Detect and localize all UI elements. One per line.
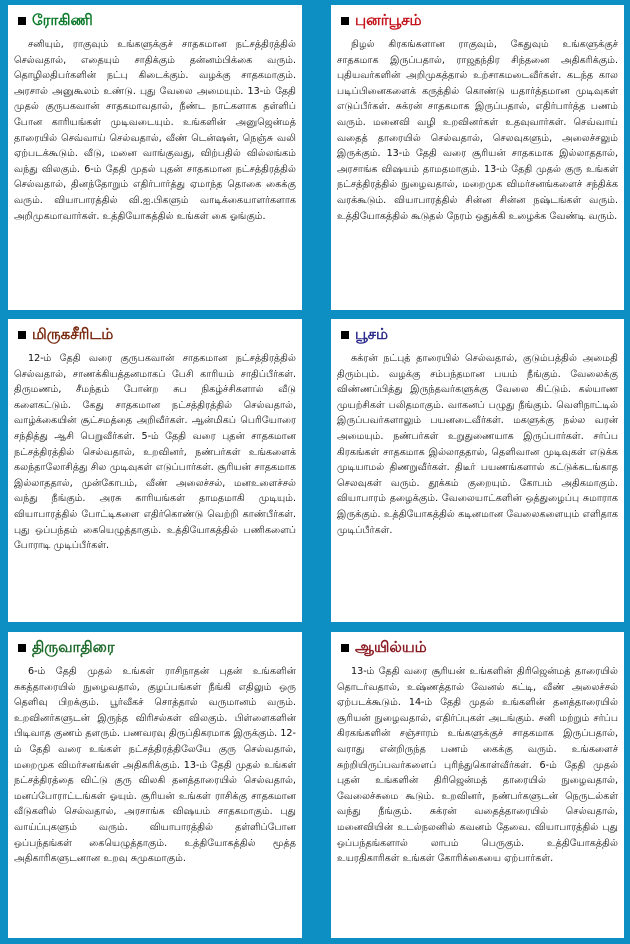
- square-bullet-icon: [341, 17, 349, 25]
- card-heading: ரோகிணி: [32, 11, 93, 29]
- card-heading: ஆயில்யம்: [355, 638, 427, 656]
- card-title: [337, 323, 618, 347]
- card-rohini: [8, 5, 302, 310]
- card-text: 13-ம் தேதி வரை சூரியன் உங்களின் திரிஜென்மத் தாரையில் தொடர்வதால், உஷ்ணத்தால் வேனல் கட்டி, வீண் அலைச்சல் ஏற்படக்கூடும். 14-ம் தேதி முதல் உங்களின் தனத்தாரையில் சூரியன் நுழைவதால், எதிர்ப்புகள் அடங்கும். சனி மற்றும் சர்ப்ப கிரகங்களின் சஞ்சாரம் உங்களுக்குச் சாதகமாக இருப்பதால், வராது என்றிருந்த பணம் கைக்கு வரும். உங்களைச் சுற்றியிருப்பவர்களைப் புரிந்துகொள்வீர்கள். 6-ம் தேதி முதல் புதன் உங்களின் திரிஜென்மத் தாரையில் நுழைவதால், வேலைச்சுமை கூடும். உறவினர், நண்பர்களுடன் நெருடல்கள் வந்து நீங்கும். சுக்ரன் வதைத்தாரையில் செல்வதால், மனைவியின் உடல்நலனில் கவனம் தேவை. வியாபாரத்தில் புது ஒப்பந்தங்களால் லாபம் பெருகும். உத்தியோகத்தில் உயரதிகாரிகள் உங்கள் கோரிக்கையை ஏற்பார்கள்.: [337, 666, 618, 865]
- card-title: [337, 9, 618, 33]
- card-text: 6-ம் தேதி முதல் உங்கள் ராசிநாதன் புதன் உங்களின் சுகத்தாரையில் நுழைவதால், குழப்பங்கள் நீங்கி எதிலும் ஒரு தெளிவு பிறக்கும். பூர்வீகச் சொத்தால் வருமானம் வரும். உறவினர்களுடன் இருந்த விரிசல்கள் விலகும். பிள்ளைகளின் பிடிவாத குணம் தளரும். பணவரவு திருப்திகரமாக இருக்கும். 12-ம் தேதி வரை உங்கள் நட்சத்திரத்திலேயே குரு செல்வதால், மறைமுக விமர்சனங்கள் அதிகரிக்கும். 13-ம் தேதி முதல் உங்கள் நட்சத்திரத்தை விட்டு குரு விலகி தனத்தாரையில் செல்வதால், மனப்போராட்டங்கள் ஓயும். சூரியன் உங்கள் ராசிக்கு சாதகமான வீடுகளில் செல்வதால், அரசாங்க விஷயம் சாதகமாகும். புது வாய்ப்புகளும் வரும். வியாபாரத்தில் தள்ளிப்போன ஒப்பந்தங்கள் கையெழுத்தாகும். உத்தியோகத்தில் மூத்த அதிகாரிகளுடனான உறவு சுமுகமாகும்.: [14, 666, 296, 865]
- card-heading: மிருகசீரிடம்: [32, 325, 114, 343]
- square-bullet-icon: [18, 644, 26, 652]
- card-poosam: [331, 319, 624, 622]
- square-bullet-icon: [18, 17, 26, 25]
- card-heading: பூசம்: [355, 325, 389, 343]
- card-title: [14, 323, 296, 347]
- square-bullet-icon: [341, 644, 349, 652]
- card-text: 12-ம் தேதி வரை குருபகவான் சாதகமான நட்சத்திரத்தில் செல்வதால், சாணக்கியத்தனமாகப் பேசி காரியம் சாதிப்பீர்கள். திருமணம், சீமந்தம் போன்ற சுப நிகழ்ச்சிகளால் வீடு களைகட்டும். கேது சாதகமான நட்சத்திரத்தில் செல்வதால், வாழ்க்கையின் சூட்சமத்தை அறிவீர்கள். ஆன்மிகப் பெரியோரை சந்தித்து ஆசி பெறுவீர்கள். 5-ம் தேதி வரை புதன் சாதகமான நட்சத்திரத்தில் செல்வதால், உறவினர், நண்பர்கள் உங்களைக் கலந்தாலோசித்து சில முடிவுகள் எடுப்பார்கள். சூரியன் சாதகமாக இல்லாததால், முன்கோபம், வீண் அலைச்சல், மனஉளைச்சல் வந்து நீங்கும். அரசு காரியங்கள் தாமதமாகி முடியும். வியாபாரத்தில் போட்டிகளை எதிர்கொண்டு வெற்றி காண்பீர்கள். புது ஒப்பந்தம் கையெழுத்தாகும். உத்தியோகத்தில் பணிகளைப் போராடி முடிப்பீர்கள்.: [14, 353, 296, 552]
- square-bullet-icon: [18, 331, 26, 339]
- card-title: [337, 636, 618, 660]
- card-ayilyam: [331, 632, 624, 938]
- card-heading: திருவாதிரை: [32, 638, 115, 656]
- square-bullet-icon: [341, 331, 349, 339]
- card-heading: புனர்பூசம்: [355, 11, 422, 29]
- card-title: [14, 636, 296, 660]
- card-text: சுக்ரன் நட்புத் தாரையில் செல்வதால், குடும்பத்தில் அமைதி திரும்பும். வழக்கு சம்பந்தமான பயம் நீங்கும். வேலைக்கு விண்ணப்பித்து இருந்தவர்களுக்கு வேலை கிட்டும். கல்யாண முயற்சிகள் பலிதமாகும். வாகனப் பழுது நீங்கும். வெளிநாட்டில் இருப்பவர்களாலும் பயனடைவீர்கள். மகளுக்கு நல்ல வரன் அமையும். நண்பர்கள் உறுதுணையாக இருப்பார்கள். சர்ப்ப கிரகங்கள் சாதகமாக இல்லாததால், தெளிவான முடிவுகள் எடுக்க முடியாமல் திணறுவீர்கள். திடீர் பயணங்களால் கட்டுக்கடங்காத செலவுகள் வரும். தூக்கம் குறையும். கோபம் அதிகமாகும். வியாபாரம் தழைக்கும். வேலையாட்களின் ஒத்துழைப்பு சுமாராக இருக்கும். உத்தியோகத்தில் கடினமான வேலைகளையும் எளிதாக முடிப்பீர்கள்.: [337, 353, 618, 536]
- card-title: [14, 9, 296, 33]
- card-thiruvathirai: [8, 632, 302, 938]
- card-text: நிழல் கிரகங்களான ராகுவும், கேதுவும் உங்களுக்குச் சாதகமாக இருப்பதால், ராஜதந்திர சிந்தனை அதிகரிக்கும். புதியவர்களின் அறிமுகத்தால் உற்சாகமடைவீர்கள். கடந்த கால படிப்பினைகளைக் கருத்தில் கொண்டு யதார்த்தமான முடிவுகள் எடுப்பீர்கள். சுக்ரன் சாதகமாக இருப்பதால், எதிர்பார்த்த பணம் வரும். மனைவி வழி உறவினர்கள் உதவுவார்கள். செவ்வாய் வதைத் தாரையில் செல்வதால், செலவுகளும், அலைச்சலும் இருக்கும். 13-ம் தேதி வரை சூரியன் சாதகமாக இல்லாததால், அரசாங்க விஷயம் தாமதமாகும். 13-ம் தேதி முதல் குரு உங்கள் நட்சத்திரத்தில் நுழைவதால், மறைமுக விமர்சனங்களைச் சந்திக்க வரக்கூடும். வியாபாரத்தில் சின்ன சின்ன நஷ்டங்கள் வரும். உத்தியோகத்தில் கூடுதல் நேரம் ஒதுக்கி உழைக்க வேண்டி வரும்.: [337, 39, 618, 222]
- card-punarpoosam: [331, 5, 624, 310]
- card-mirugaseeridam: [8, 319, 302, 622]
- card-text: சனியும், ராகுவும் உங்களுக்குச் சாதகமான நட்சத்திரத்தில் செல்வதால், எதையும் சாதிக்கும் தன்னம்பிக்கை வரும். தொழிலதிபர்களின் நட்பு கிடைக்கும். வழக்கு சாதகமாகும். அரசால் அனுகூலம் உண்டு. புது வேலை அமையும். 13-ம் தேதி முதல் குருபகவான் சாதகமாவதால், நீண்ட நாட்களாக தள்ளிப் போன காரியங்கள் முடிவடையும். உங்களின் அனுஜென்மத் தாரையில் செவ்வாய் செல்வதால், வீண் டென்ஷன், நெஞ்சு வலி ஏற்படக்கூடும். வீடு, மனை வாங்குவது, விற்பதில் வில்லங்கம் வந்து விலகும். 6-ம் தேதி முதல் புதன் சாதகமான நட்சத்திரத்தில் செல்வதால், தினந்தோறும் எதிர்பார்த்து ஏமாந்த தொகை கைக்கு வரும். வியாபாரத்தில் வி.ஐ.பிகளும் வாடிக்கையாளர்களாக அறிமுகமாவார்கள். உத்தியோகத்தில் உங்கள் கை ஓங்கும்.: [14, 39, 296, 222]
